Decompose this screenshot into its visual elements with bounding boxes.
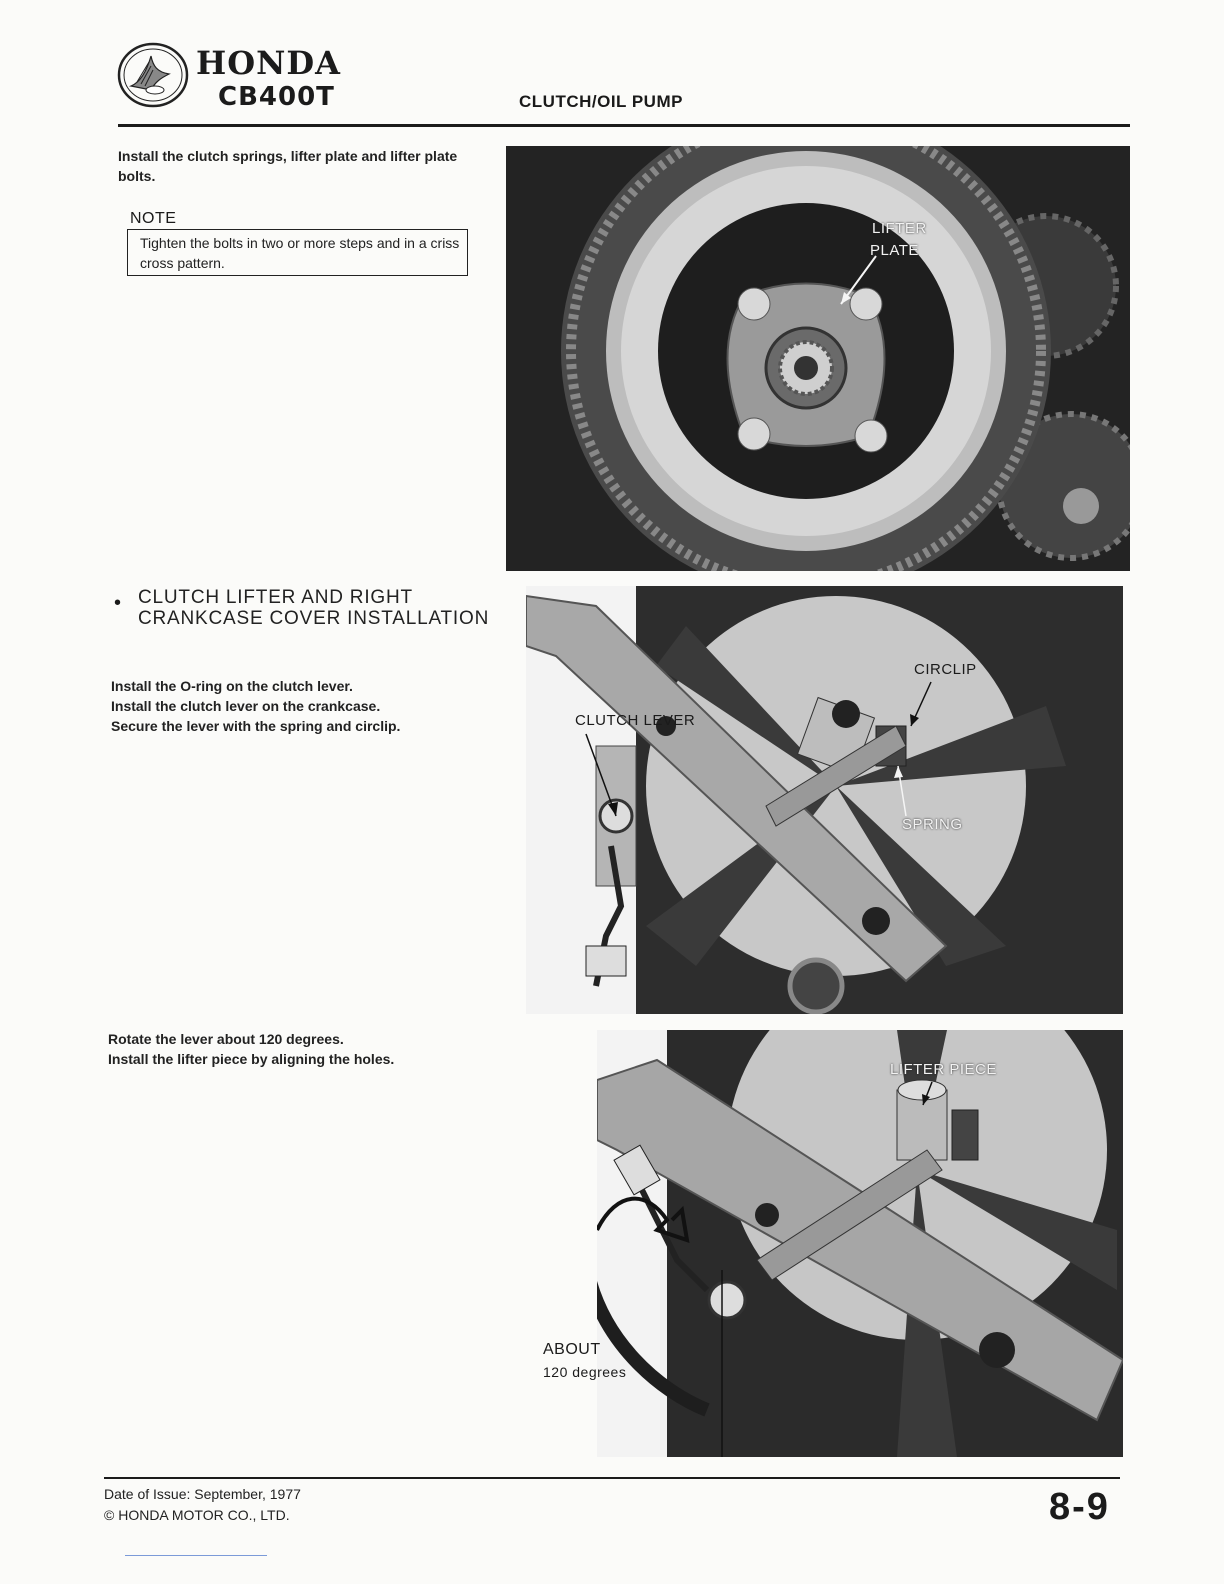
page-number: 8-9 <box>1049 1486 1110 1528</box>
step-item: Install the O-ring on the clutch lever. <box>111 678 353 694</box>
step-list-2 <box>108 1029 488 1069</box>
photo-clutch-lifter-plate <box>506 146 1130 571</box>
callout-spring: SPRING <box>902 816 963 833</box>
photo-clutch-lever <box>526 586 1123 1014</box>
copyright: © HONDA MOTOR CO., LTD. <box>104 1507 290 1523</box>
callout-about: ABOUT <box>543 1341 601 1358</box>
step-item: Rotate the lever about 120 degrees. <box>108 1031 344 1047</box>
callout-circlip: CIRCLIP <box>914 661 977 678</box>
note-label: NOTE <box>130 210 177 227</box>
footer-divider <box>104 1477 1120 1479</box>
step-item: Secure the lever with the spring and circlip. <box>111 718 401 734</box>
bottom-underline <box>125 1555 267 1556</box>
photo-lifter-piece <box>597 1030 1123 1457</box>
header-divider <box>118 124 1130 127</box>
brand-name: HONDA <box>196 44 341 82</box>
note-text: Tighten the bolts in two or more steps and in a criss cross pattern. <box>140 235 460 271</box>
callout-clutch-lever: CLUTCH LEVER <box>575 712 696 729</box>
issue-date: Date of Issue: September, 1977 <box>104 1486 301 1502</box>
step-item: Install the lifter piece by aligning the holes. <box>108 1051 395 1067</box>
heading-bullet: • <box>114 592 122 614</box>
section-title: CLUTCH/OIL PUMP <box>519 92 683 111</box>
step-list-1 <box>111 676 491 736</box>
step-item: Install the clutch lever on the crankcase. <box>111 698 381 714</box>
callout-120-degrees: 120 degrees <box>543 1364 627 1380</box>
honda-wing-logo <box>117 42 189 108</box>
model-name: CB400T <box>218 82 335 112</box>
callout-lifter-piece: LIFTER PIECE <box>890 1061 997 1078</box>
callout-plate: PLATE <box>870 242 919 259</box>
section-heading: CLUTCH LIFTER AND RIGHT CRANKCASE COVER INSTALLATION <box>138 587 490 629</box>
intro-instruction: Install the clutch springs, lifter plate and lifter plate bolts. <box>118 148 458 184</box>
callout-lifter: LIFTER <box>872 220 927 237</box>
